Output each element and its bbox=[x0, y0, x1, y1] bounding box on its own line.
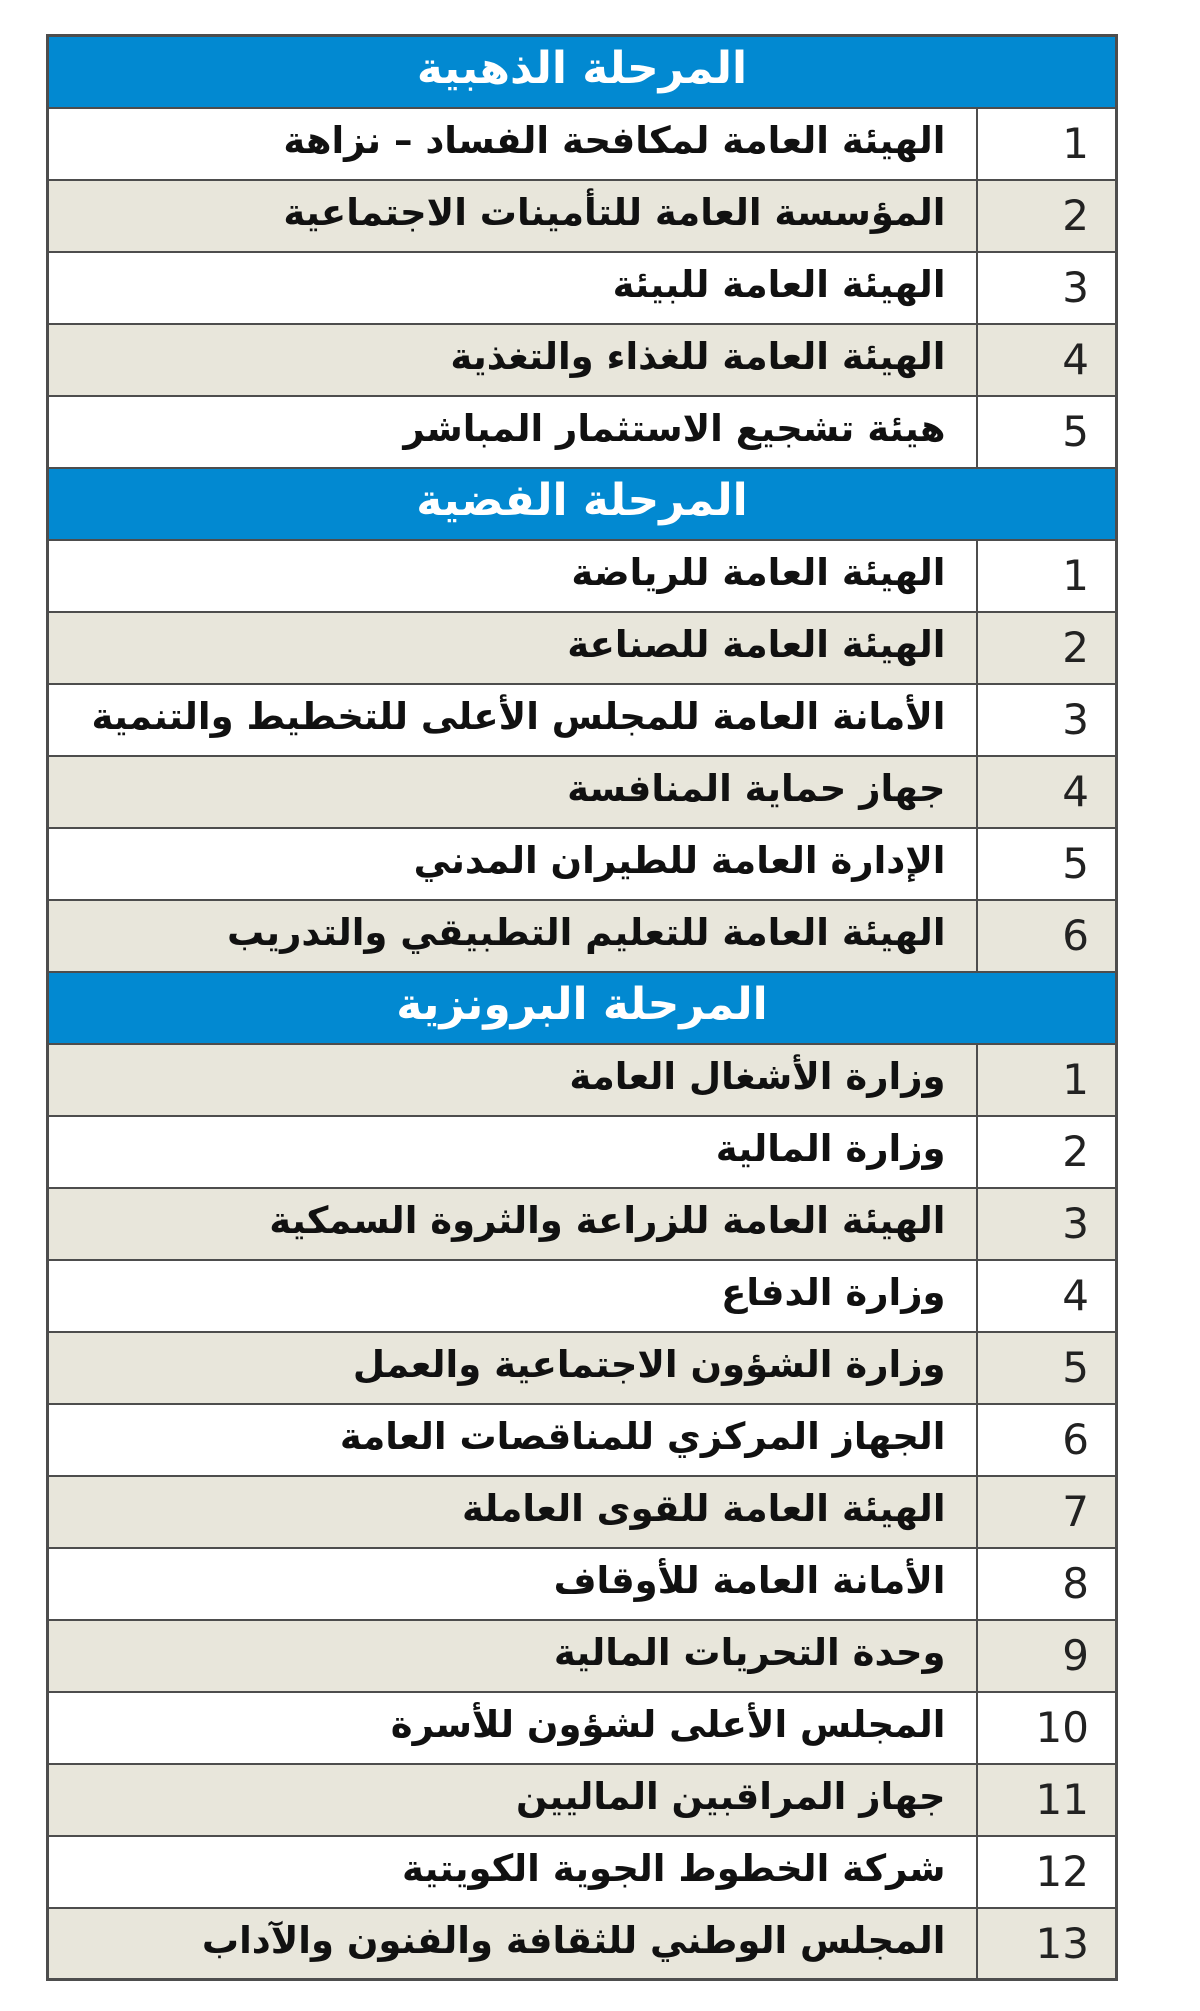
rank-cell: 12 bbox=[977, 1836, 1117, 1908]
rank-cell: 5 bbox=[977, 828, 1117, 900]
rank-cell: 11 bbox=[977, 1764, 1117, 1836]
table-row bbox=[48, 540, 1117, 612]
table-row bbox=[48, 1116, 1117, 1188]
section-header-row bbox=[48, 468, 1117, 540]
table-row bbox=[48, 1764, 1117, 1836]
rank-cell: 2 bbox=[977, 1116, 1117, 1188]
table-row bbox=[48, 900, 1117, 972]
org-name-cell: المجلس الوطني للثقافة والفنون والآداب bbox=[48, 1908, 977, 1980]
table-row bbox=[48, 1404, 1117, 1476]
table-row bbox=[48, 1188, 1117, 1260]
section-title: المرحلة الفضية bbox=[48, 468, 1117, 540]
stage-section bbox=[48, 972, 1117, 1980]
org-name-cell: وزارة الشؤون الاجتماعية والعمل bbox=[48, 1332, 977, 1404]
rank-cell: 10 bbox=[977, 1692, 1117, 1764]
section-title: المرحلة الذهبية bbox=[48, 36, 1117, 108]
table-row bbox=[48, 684, 1117, 756]
org-name-cell: وزارة الأشغال العامة bbox=[48, 1044, 977, 1116]
table-row bbox=[48, 1620, 1117, 1692]
table-row bbox=[48, 324, 1117, 396]
rank-cell: 1 bbox=[977, 1044, 1117, 1116]
table-row bbox=[48, 1908, 1117, 1980]
section-header-row bbox=[48, 36, 1117, 108]
rank-cell: 2 bbox=[977, 612, 1117, 684]
org-name-cell: جهاز المراقبين الماليين bbox=[48, 1764, 977, 1836]
org-name-cell: الهيئة العامة لمكافحة الفساد – نزاهة bbox=[48, 108, 977, 180]
rank-cell: 5 bbox=[977, 1332, 1117, 1404]
rank-cell: 6 bbox=[977, 900, 1117, 972]
rank-cell: 4 bbox=[977, 324, 1117, 396]
rank-cell: 1 bbox=[977, 108, 1117, 180]
rank-cell: 6 bbox=[977, 1404, 1117, 1476]
stages-ranking-table bbox=[46, 34, 1118, 1981]
table-row bbox=[48, 1476, 1117, 1548]
rank-cell: 4 bbox=[977, 1260, 1117, 1332]
org-name-cell: المؤسسة العامة للتأمينات الاجتماعية bbox=[48, 180, 977, 252]
table-row bbox=[48, 756, 1117, 828]
table-row bbox=[48, 1836, 1117, 1908]
table-row bbox=[48, 1044, 1117, 1116]
org-name-cell: الهيئة العامة للغذاء والتغذية bbox=[48, 324, 977, 396]
table-row bbox=[48, 252, 1117, 324]
org-name-cell: الأمانة العامة للأوقاف bbox=[48, 1548, 977, 1620]
rank-cell: 4 bbox=[977, 756, 1117, 828]
section-header-row bbox=[48, 972, 1117, 1044]
rank-cell: 9 bbox=[977, 1620, 1117, 1692]
table-row bbox=[48, 1692, 1117, 1764]
org-name-cell: وزارة الدفاع bbox=[48, 1260, 977, 1332]
org-name-cell: المجلس الأعلى لشؤون للأسرة bbox=[48, 1692, 977, 1764]
org-name-cell: وزارة المالية bbox=[48, 1116, 977, 1188]
rank-cell: 13 bbox=[977, 1908, 1117, 1980]
org-name-cell: الهيئة العامة للزراعة والثروة السمكية bbox=[48, 1188, 977, 1260]
table-row bbox=[48, 396, 1117, 468]
rank-cell: 3 bbox=[977, 684, 1117, 756]
table-row bbox=[48, 1548, 1117, 1620]
org-name-cell: جهاز حماية المنافسة bbox=[48, 756, 977, 828]
table-row bbox=[48, 180, 1117, 252]
org-name-cell: الهيئة العامة للصناعة bbox=[48, 612, 977, 684]
section-title: المرحلة البرونزية bbox=[48, 972, 1117, 1044]
org-name-cell: الهيئة العامة للتعليم التطبيقي والتدريب bbox=[48, 900, 977, 972]
org-name-cell: الإدارة العامة للطيران المدني bbox=[48, 828, 977, 900]
rank-cell: 5 bbox=[977, 396, 1117, 468]
org-name-cell: الجهاز المركزي للمناقصات العامة bbox=[48, 1404, 977, 1476]
rank-cell: 3 bbox=[977, 1188, 1117, 1260]
rank-cell: 8 bbox=[977, 1548, 1117, 1620]
org-name-cell: الهيئة العامة للبيئة bbox=[48, 252, 977, 324]
org-name-cell: الأمانة العامة للمجلس الأعلى للتخطيط والتنمية bbox=[48, 684, 977, 756]
rank-cell: 3 bbox=[977, 252, 1117, 324]
rank-cell: 2 bbox=[977, 180, 1117, 252]
rank-cell: 1 bbox=[977, 540, 1117, 612]
table-row bbox=[48, 1332, 1117, 1404]
stage-section bbox=[48, 36, 1117, 468]
org-name-cell: شركة الخطوط الجوية الكويتية bbox=[48, 1836, 977, 1908]
stage-section bbox=[48, 468, 1117, 972]
table-row bbox=[48, 1260, 1117, 1332]
org-name-cell: وحدة التحريات المالية bbox=[48, 1620, 977, 1692]
org-name-cell: الهيئة العامة للرياضة bbox=[48, 540, 977, 612]
table-row bbox=[48, 612, 1117, 684]
org-name-cell: هيئة تشجيع الاستثمار المباشر bbox=[48, 396, 977, 468]
table-row bbox=[48, 828, 1117, 900]
table-row bbox=[48, 108, 1117, 180]
org-name-cell: الهيئة العامة للقوى العاملة bbox=[48, 1476, 977, 1548]
rank-cell: 7 bbox=[977, 1476, 1117, 1548]
